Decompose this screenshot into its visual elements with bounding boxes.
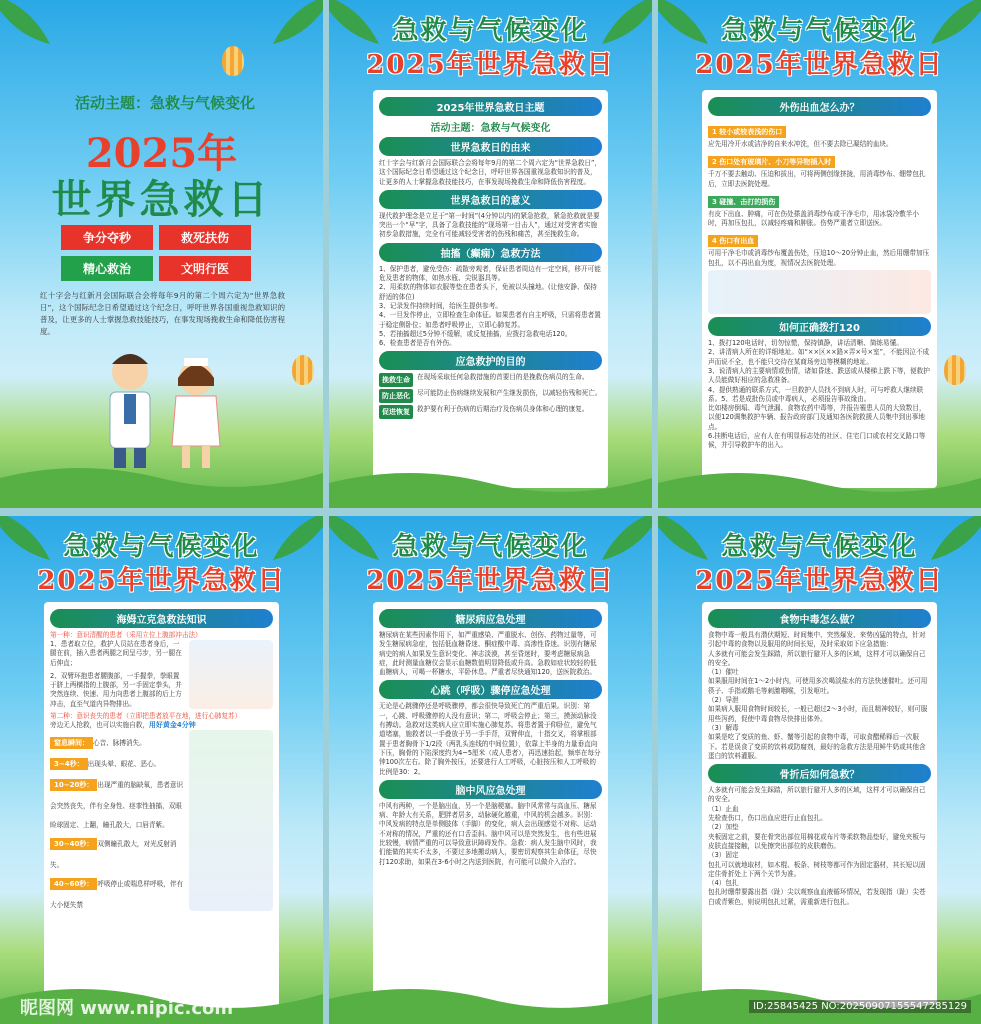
method-one-label: 第一种：意识清醒的患者（采用立位上腹部冲击法） (50, 631, 202, 639)
section-bar: 外伤出血怎么办？ (708, 97, 931, 116)
slogan-buttons (58, 222, 268, 284)
header-bottom: 2025年世界急救日 (366, 566, 615, 596)
section-bar: 抽搐（癫痫）急救方法 (379, 243, 602, 262)
content-card (702, 90, 937, 488)
poster-theme (329, 0, 652, 508)
content-card (44, 602, 279, 1008)
fracture-text: 人多就有可能会发生踩踏，所以旅行避开人多的区域，这样才可以确保自己的安全。 (708, 786, 926, 804)
hills-decoration (658, 964, 981, 1024)
food-text: （1）催吐 (708, 668, 739, 677)
method-text: 2、用柔软的物体如衣服等垫在患者头下，免被以头撞地。(让他安静、保持舒适的体位) (379, 283, 597, 301)
fracture-text: 包扎时绷带要露出指（趾）尖以观察血血液循环情况，若发现指（趾）尖苍白或青紫色，则说明包扎过紧，需重新进行包扎。 (708, 888, 926, 906)
food-text: 如果是吃了变质的鱼、虾、蟹等引起的食物中毒，可取食醋稀释后一次服下。若是误食了变质的饮料或防腐剂，最好的急救方法是用鲜牛奶或其他含蛋白的饮料灌服。 (708, 733, 926, 760)
step-row (50, 640, 273, 709)
stroke-text: 中风有两种，一个是脑出血，另一个是脑梗塞。脑中风常常与高血压、糖尿病、年龄大有关系，肥胖者居多，动脉硬化越重，中风的机会越多。识别：中风发病的特点是单侧肢体（手脚）的变化，病人会出现感觉不对称、运动不对称的情况，严重的还有口舌歪斜。脑中风可以是突然发生，也有些进展比较慢，病情严重的可以导致意识障碍发作。急救：病人发生脑中风时，我们能做的其实不太多，不要过多地搬动病人，要密切观察其生命体征，尽快打120求助，如果在3-6小时之内送到医院，有可能可以做介入治疗。 (379, 801, 597, 866)
time-tag: 10~20秒： (50, 779, 97, 791)
header-top: 急救与气候变化 (63, 532, 260, 562)
purpose-text: 救护要有利于伤病的后期治疗及伤病员身体和心理的康复。 (417, 405, 589, 414)
food-text: 如果服用时间在1～2小时内，可使用多次喝淡盐水的方法快速催吐。还可用筷子、手指或鹅毛等刺激咽喉，引发呕吐。 (708, 677, 928, 695)
poster-bleeding (658, 0, 981, 508)
heimlich-illustration (189, 640, 273, 709)
time-tag: 30~40秒： (50, 838, 97, 850)
origin-text: 红十字会与红新月会国际联合会将每年9月的第二个周六定为“世界急救日”，这个国际纪念日希望通过这个纪念日，呼吁世界各国重视急救知识的普及，让更多的人士掌握急救技能技巧，在事发现场挽救生命和降低伤害程度。 (379, 159, 602, 186)
step-text: 2、双臂环抱患者腰腹部，一手握拳，拳眼置于脐上两横指的上腹部，另一手固定拳头，并突然连续、快速、用力向患者上腹部的后上方冲击，直至气道内异物排出。 (50, 671, 182, 708)
slogan-badge: 精心救治 (61, 256, 153, 281)
method-text: 3、记录发作持续时间，给医生提供参考。 (379, 301, 502, 310)
header-bottom: 2025年世界急救日 (695, 50, 944, 80)
leaf-decoration-icon (253, 0, 323, 54)
fracture-text: 先检查伤口，伤口出血应进行止血包扎。 (708, 814, 827, 823)
header-top: 急救与气候变化 (721, 532, 918, 562)
item-text: 千万不要去触动、压迫和拔出，可将两侧创缘挤拢，用消毒纱布、绷带包扎后，立即去医院处理。 (708, 170, 926, 188)
section-bar: 2025年世界急救日主题 (379, 97, 602, 116)
call-text: 比如楼房倒塌、毒气泄漏、食物农药中毒等，并报告罹患人员的大致数目，以便120调集救护车辆、报告政府部门及通知各医院救援人员集中到出事地点。 (708, 404, 926, 431)
fracture-text: 夹板固定之前，要在骨突出部位用棉花或布片等柔软物品垫好，避免夹板与皮肤直接接触，以免擦突出部位的皮肤磨伤。 (708, 832, 926, 850)
content-card (702, 602, 937, 1008)
hills-decoration (329, 448, 652, 508)
slogan-badge: 争分夺秒 (61, 225, 153, 250)
fracture-text: （4）包扎 (708, 879, 739, 888)
theme-label: 活动主题：急救与气候变化 (74, 94, 255, 112)
time-tag: 3~4秒： (50, 758, 88, 770)
call-text: 6.挂断电话后，应有人在有明显标志处的社区、住宅门口或农村交叉路口等候，并引导救护车的出入。 (708, 432, 926, 450)
poster-food-fracture (658, 516, 981, 1024)
header-top: 急救与气候变化 (392, 532, 589, 562)
food-text: 食物中毒一般具有潜伏期短、时间集中、突然爆发、来势凶猛的特点，针对引起中毒的食物以及服用的时间长短，及时采取如下应急措施： (708, 631, 926, 649)
section-bar: 海姆立克急救法知识 (50, 609, 273, 628)
fracture-text: （3）固定 (708, 851, 739, 860)
section-bar: 如何正确拨打120 (708, 317, 931, 336)
time-tag: 40~60秒： (50, 878, 97, 890)
method-text: 6、检查患者是否有外伤。 (379, 339, 456, 348)
method-text: 5、若抽搐超过5分钟不缓解，或反复抽搐，应拨打急救电话120。 (379, 329, 572, 338)
call-text: 1、拨打120电话时，切勿惊慌，保持镇静，讲话清晰、简练易懂。 (708, 339, 903, 348)
header-bottom: 2025年世界急救日 (37, 566, 286, 596)
method-text: 4、一旦发作停止，立即检查生命体征。如果患者有自主呼吸，只需将患者置于稳定侧卧位；如患者呼吸停止，立即心肺复苏。 (379, 311, 601, 329)
method-two-label: 第二种：意识丧失的患者（立即把患者放平在地，进行心肺复苏） (50, 712, 242, 721)
purpose-tag: 促进恢复 (379, 405, 413, 419)
item-text: 有皮下出血、肿痛，可在伤处搽盖消毒纱布或干净毛巾，用冰袋冷敷半小时，再加压包扎，以减轻疼痛和肿胀。伤势严重者立即送医。 (708, 209, 919, 228)
purpose-tag: 挽救生命 (379, 373, 413, 387)
meaning-text: 现代救护理念是立足于“第一时间”(4分钟以内)的紧急抢救，紧急抢救就是要突出一个“早”字，具备了急救技能的“现场第一目击人”，通过对受害者实施初步急救措施，完全有可能减轻受害者的伤残和痛苦，甚至挽救生命。 (379, 211, 600, 239)
section-bar: 世界急救日的意义 (379, 190, 602, 209)
food-text: （2）导泄 (708, 696, 739, 705)
food-text: （3）解毒 (708, 723, 739, 732)
purpose-row (379, 405, 602, 419)
header-top: 急救与气候变化 (721, 16, 918, 46)
purpose-row (379, 389, 602, 403)
self-rescue-line: 旁边无人抢救，也可以实施自救，用好黄金4分钟 (50, 721, 196, 730)
first-aid-illustration (708, 270, 931, 314)
header-bottom: 2025年世界急救日 (695, 566, 944, 596)
poster-heimlich (0, 516, 323, 1024)
cpr-illustration (189, 730, 273, 911)
call-text: 4、提供熟通的联系方式，一旦救护人员找不到病人时，可与呼救人继续联系。5、若是成批伤员或中毒病人，必须报告事故缘由。 (708, 385, 924, 403)
slogan-badge: 文明行医 (159, 256, 251, 281)
fracture-text: （1）止血 (708, 804, 739, 813)
item-tag: 2 伤口处有玻璃片、小刀等异物插入时 (708, 156, 835, 168)
step-text: 1、患者取立位，救护人员站在患者身后，一腿在前，插入患者两腿之间呈弓步，另一腿在后伸直； (50, 640, 182, 667)
item-tag: 3 碰撞、击打的损伤 (708, 196, 779, 208)
item-tag: 4 伤口有出血 (708, 235, 758, 247)
section-bar: 骨折后如何急救？ (708, 764, 931, 783)
time-tag: 窒息瞬间： (50, 737, 93, 749)
time-row: 窒息瞬间： 心音、脉搏消失。 3~4秒： 出现头晕、眼花、恶心。 10~20秒： 出现严重的脑缺氧，患者意识会突然丧失，伴有全身性、痉挛性抽搐，双眼睑球固定、上翻，瞳孔散大，口唇青紫。 30~40秒： 双侧瞳孔散大，对光反射消失。 40~60秒： 呼吸停止或喘息样呼吸，伴有大小便失禁 (50, 730, 273, 911)
balloon-icon (292, 355, 314, 385)
leaf-decoration-icon (0, 0, 70, 54)
section-bar: 世界急救日的由来 (379, 137, 602, 156)
food-text: 人多就有可能会发生踩踏，所以旅行避开人多的区域，这样才可以确保自己的安全。 (708, 649, 926, 667)
cover-title: 世界急救日 (51, 176, 272, 223)
hills-decoration (329, 964, 652, 1024)
balloon-icon (944, 355, 966, 385)
slogan-badge: 救死扶伤 (159, 225, 251, 250)
header-top: 急救与气候变化 (392, 16, 589, 46)
section-bar: 脑中风应急处理 (379, 780, 602, 799)
watermark-site: 昵图网 www.nipic.com (20, 998, 234, 1019)
item-text: 可用干净毛巾或消毒纱布覆盖伤处，压迫10～20分钟止血，然后用绷带加压包扎，以不再出血为度，视情况去医院处理。 (708, 249, 930, 267)
header-bottom: 2025年世界急救日 (366, 50, 615, 80)
cardiac-text: 无论是心跳骤停还是呼吸骤停，都会很快导致死亡的严重后果。识别：第一，心跳、呼吸骤停的人没有意识；第二，呼吸会停止；第三，摸颈动脉没有搏动。急救对这类病人应立即实施心肺复苏。将患者置于仰卧位，避免气道堵塞，施救者以一手叠放于另一手手背，双臂伸直，十指交叉，将掌根部置于患者胸骨下1/2段（两乳头连线的中间位置），依靠上半身的力量垂直向下压，胸骨的下陷深度约为4~5厘米（成人患者），再迅速抬起，频率在每分钟100次左右。除了胸外按压，还要进行人工呼吸，心脏按压和人工呼吸的比例是30：2。 (379, 702, 601, 776)
poster-cover (0, 0, 323, 508)
purpose-tag: 防止恶化 (379, 389, 413, 403)
purpose-text: 尽可能防止伤病继续发展和产生继发损伤，以减轻伤残和死亡。 (417, 389, 602, 398)
content-card (373, 90, 608, 488)
purpose-text: 在现场采取任何急救措施的首要目的是挽救伤病员的生命。 (417, 373, 589, 382)
call-text: 2、讲清病人所在的详细地址。如“××区××路×弄×号×室”，不能因泣不成声而说不全，也不能只交待在某商场旁边等模糊的地址。 (708, 348, 930, 366)
hills-decoration (0, 448, 323, 508)
cover-year: 2025年 (85, 130, 238, 177)
poster-emergencies (329, 516, 652, 1024)
diabetes-text: 糖尿病在某些因素作用下，如严重感染、严重脱水、创伤、药物过量等，可发生糖尿病急症，包括低血糖昏迷、酮症酸中毒、高渗性昏迷。识别有糖尿病史的病人如果发生意识变化、神志淡漠，甚至昏迷时，要考虑糖尿病急症，此时测量血糖仪会显示血糖数值明显降低或升高。急救如症状较轻的低血糖病人，可喝一杯糖水，平卧休息。严重者尽快通知120，送医院救治。 (379, 631, 597, 677)
content-card (373, 602, 608, 1008)
item-tag: 1 较小或较表浅的伤口 (708, 126, 786, 138)
section-bar: 糖尿病应急处理 (379, 609, 602, 628)
section-bar: 食物中毒怎么做？ (708, 609, 931, 628)
hills-decoration (658, 448, 981, 508)
purpose-row (379, 373, 602, 387)
watermark-id: ID:25845425 NO:20250907155547285129 (749, 1000, 971, 1013)
balloon-icon (222, 46, 244, 76)
food-text: 如果病人服用食物时间较长，一般已超过2～3小时，而且精神较好，则可服用些泻药，促使中毒食物尽快排出体外。 (708, 705, 928, 723)
call-text: 3、说清病人的主要病情或伤情，诸如昏迷、跌送或从楼梯上跌下等，便救护人员能做好相应的急救准备。 (708, 366, 930, 385)
section-bar: 应急救护的目的 (379, 351, 602, 370)
fracture-text: 包扎可以就地取材，如木棍、板条、树枝等都可作为固定器材，其长短以固定住骨折处上下两个关节为准。 (708, 860, 926, 878)
cover-intro: 红十字会与红新月会国际联合会将每年9月的第二个周六定为“世界急救日”，这个国际纪念日希望通过这个纪念日，呼吁世界各国重视急救知识的普及，让更多的人士掌握急救技能技巧，在事发现场挽救生命和降低伤害程度。 (40, 291, 285, 336)
method-text: 1、保护患者，避免受伤：疏散旁观者，保证患者周边有一定空间，移开可能危及患者的物体，如热水瓶、尖锐器具等。 (379, 264, 601, 283)
item-text: 应先用冷开水或洁净的自来水冲洗，但不要去除已凝结的血块。 (708, 140, 893, 148)
section-bar: 心跳（呼吸）骤停应急处理 (379, 680, 602, 699)
fracture-text: （2）加垫 (708, 823, 739, 832)
theme-text: 活动主题：急救与气候变化 (430, 123, 551, 134)
